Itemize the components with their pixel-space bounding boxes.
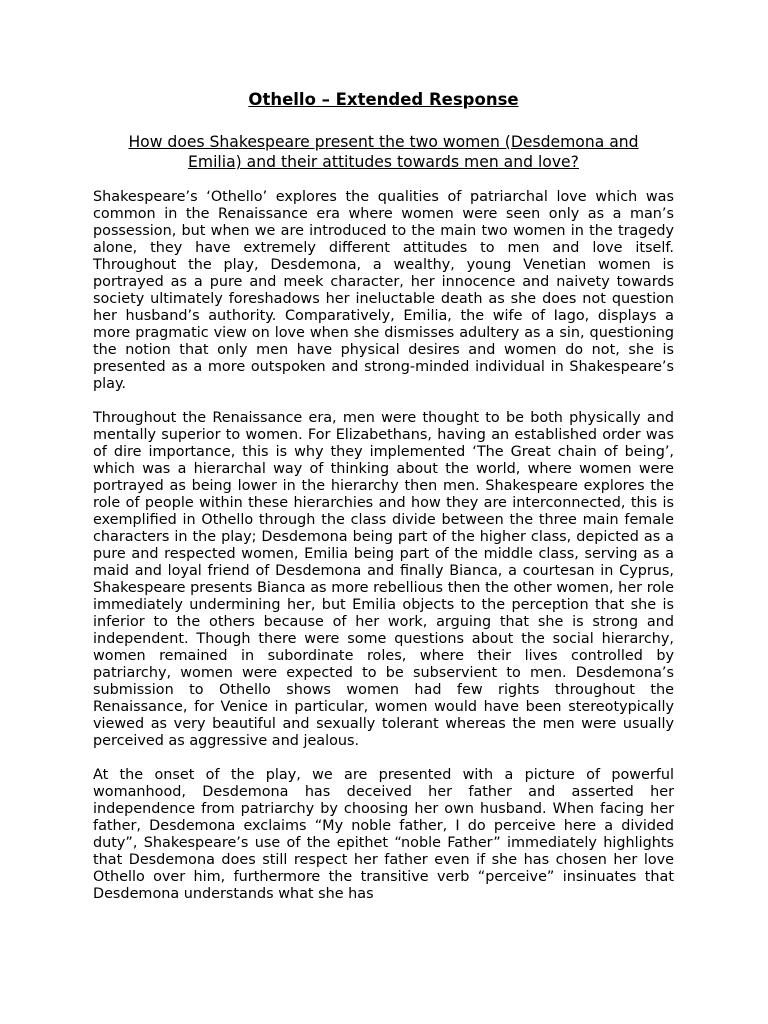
essay-question: How does Shakespeare present the two women (Desdemona and Emilia) and their attitudes towards men and love?: [128, 133, 639, 171]
document-title: Othello – Extended Response: [248, 90, 519, 109]
paragraph-introduction: Shakespeare’s ‘Othello’ explores the qualities of patriarchal love which was common in the Renaissance era where women were seen only as a man’s possession, but when we are introduced to the main two women in the tragedy alone, they have extremely different attitudes to men and love itself. Throughout the play, Desdemona, a wealthy, young Venetian women is portrayed as a pure and meek character, her innocence and naivety towards society ultimately foreshadows her ineluctable death as she does not question her husband’s authority. Comparatively, Emilia, the wife of Iago, displays a more pragmatic view on love when she dismisses adultery as a sin, questioning the notion that only men have physical desires and women do not, she is presented as a more outspoken and strong-minded individual in Shakespeare’s play.: [93, 189, 674, 392]
paragraph-analysis: At the onset of the play, we are presented with a picture of powerful womanhood, Desdemona has deceived her father and asserted her independence from patriarchy by choosing her own husband. When facing her father, Desdemona exclaims “My noble father, I do perceive here a divided duty”, Shakespeare’s use of the epithet “noble Father” immediately highlights that Desdemona does still respect her father even if she has chosen her love Othello over him, furthermore the transitive verb “perceive” insinuates that Desdemona understands what she has: [93, 767, 674, 902]
paragraph-context: Throughout the Renaissance era, men were thought to be both physically and mentally superior to women. For Elizabethans, having an established order was of dire importance, this is why they implemented ‘The Great chain of being’, which was a hierarchal way of thinking about the world, where women were portrayed as being lower in the hierarchy then men. Shakespeare explores the role of people within these hierarchies and how they are interconnected, this is exemplified in Othello through the class divide between the three main female characters in the play; Desdemona being part of the higher class, depicted as a pure and respected women, Emilia being part of the middle class, serving as a maid and loyal friend of Desdemona and finally Bianca, a courtesan in Cyprus, Shakespeare presents Bianca as more rebellious then the other women, her role immediately undermining her, but Emilia objects to the perception that she is inferior to the others because of her work, arguing that she is strong and independent. Though there were some questions about the social hierarchy, women remained in subordinate roles, where their lives controlled by patriarchy, women were expected to be subservient to men. Desdemona’s submission to Othello shows women had few rights throughout the Renaissance, for Venice in particular, women would have been stereotypically viewed as very beautiful and sexually tolerant whereas the men were usually perceived as aggressive and jealous.: [93, 410, 674, 749]
